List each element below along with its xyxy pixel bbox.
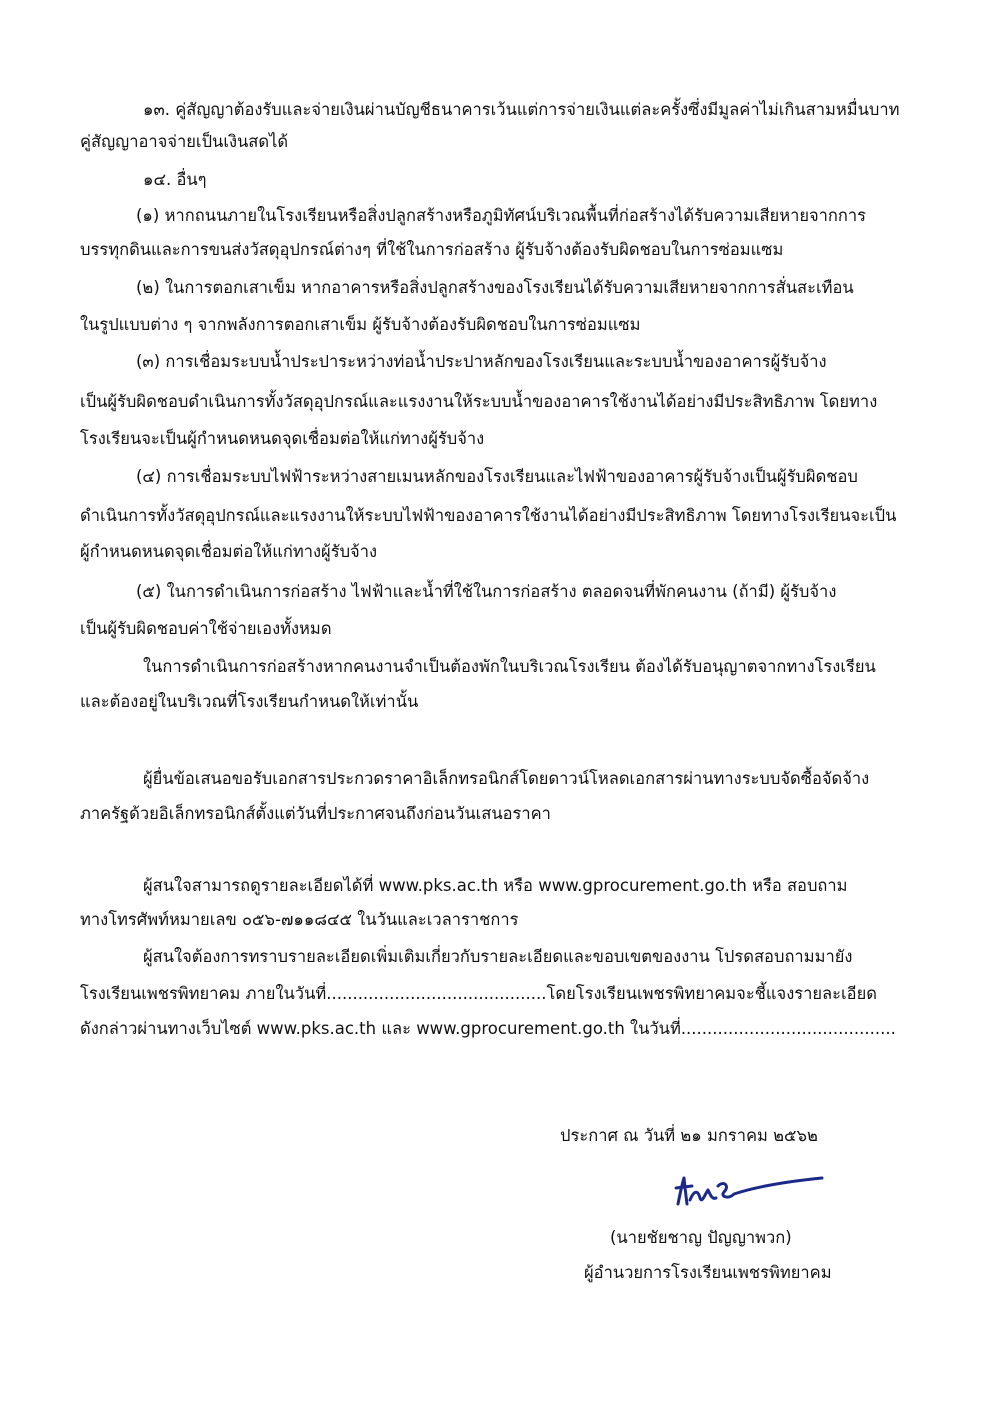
clause-14-heading: ๑๔. อื่นๆ [143, 170, 207, 189]
clause-14-item-2-line-1: (๒) ในการตอกเสาเข็ม หากอาคารหรือสิ่งปลูกสร้างของโรงเรียนได้รับความเสียหายจากการสั่นสะเทือน [136, 278, 854, 297]
inquiry-para-line-2: โรงเรียนเพชรพิทยาคม ภายในวันที่..........................................โดยโรงเรียนเพชรพิทยาคมจะชี้แจงรายละเอียด [80, 984, 877, 1003]
signatory-title: ผู้อำนวยการโรงเรียนเพชรพิทยาคม [584, 1263, 832, 1282]
announcement-date: ประกาศ ณ วันที่ ๒๑ มกราคม ๒๕๖๒ [560, 1126, 818, 1145]
clause-14-item-5-line-2: เป็นผู้รับผิดชอบค่าใช้จ่ายเองทั้งหมด [80, 619, 332, 638]
clause-14-item-3-line-2: เป็นผู้รับผิดชอบดำเนินการทั้งวัสดุอุปกรณ์และแรงงานให้ระบบน้ำของอาคารใช้งานได้อย่างมีประสิทธิภาพ โดยทาง [80, 392, 878, 411]
clause-14-item-5-line-1: (๕) ในการดำเนินการก่อสร้าง ไฟฟ้าและน้ำที่ใช้ในการก่อสร้าง ตลอดจนที่พักคนงาน (ถ้ามี) ผู้รับจ้าง [136, 582, 837, 601]
inquiry-para-line-3: ดังกล่าวผ่านทางเว็บไซต์ www.pks.ac.th และ www.gprocurement.go.th ในวันที่......................................... [80, 1019, 896, 1038]
contact-para-line-2: ทางโทรศัพท์หมายเลข ๐๕๖-๗๑๑๘๔๕ ในวันและเวลาราชการ [80, 910, 519, 929]
signature-image [672, 1164, 832, 1214]
clause-14-item-4-line-3: ผู้กำหนดหนดจุดเชื่อมต่อให้แก่ทางผู้รับจ้าง [80, 542, 378, 561]
clause-14-item-3-line-3: โรงเรียนจะเป็นผู้กำหนดหนดจุดเชื่อมต่อให้แก่ทางผู้รับจ้าง [80, 429, 485, 448]
clause-14-item-2-line-2: ในรูปแบบต่าง ๆ จากพลังการตอกเสาเข็ม ผู้รับจ้างต้องรับผิดชอบในการซ่อมแซม [80, 315, 641, 334]
documents-para-line-2: ภาครัฐด้วยอิเล็กทรอนิกส์ตั้งแต่วันที่ประกาศจนถึงก่อนวันเสนอราคา [80, 804, 551, 823]
clause-14-item-4-line-2: ดำเนินการทั้งวัสดุอุปกรณ์และแรงงานให้ระบบไฟฟ้าของอาคารใช้งานได้อย่างมีประสิทธิภาพ โดยทางโรงเรียนจะเป็น [80, 506, 897, 525]
clause-14-item-4-line-1: (๔) การเชื่อมระบบไฟฟ้าระหว่างสายเมนหลักของโรงเรียนและไฟฟ้าของอาคารผู้รับจ้างเป็นผู้รับผิดชอบ [136, 467, 858, 486]
clause-13-line-2: คู่สัญญาอาจจ่ายเป็นเงินสดได้ [80, 132, 289, 151]
clause-14-item-1-line-1: (๑) หากถนนภายในโรงเรียนหรือสิ่งปลูกสร้างหรือภูมิทัศน์บริเวณพื้นที่ก่อสร้างได้รับความเสียหายจากการ [136, 206, 867, 225]
clause-14-item-3-line-1: (๓) การเชื่อมระบบน้ำประปาระหว่างท่อน้ำประปาหลักของโรงเรียนและระบบน้ำของอาคารผู้รับจ้าง [136, 352, 827, 371]
clause-14-item-1-line-2: บรรทุกดินและการขนส่งวัสดุอุปกรณ์ต่างๆ ที่ใช้ในการก่อสร้าง ผู้รับจ้างต้องรับผิดชอบในการซ่อมแซม [80, 240, 784, 259]
contact-para-line-1: ผู้สนใจสามารถดูรายละเอียดได้ที่ www.pks.ac.th หรือ www.gprocurement.go.th หรือ สอบถาม [143, 876, 848, 895]
inquiry-para-line-1: ผู้สนใจต้องการทราบรายละเอียดเพิ่มเติมเกี่ยวกับรายละเอียดและขอบเขตของงาน โปรดสอบถามมายัง [143, 947, 853, 966]
clause-13-line-1: ๑๓. คู่สัญญาต้องรับและจ่ายเงินผ่านบัญชีธนาคารเว้นแต่การจ่ายเงินแต่ละครั้งซึ่งมีมูลค่าไม่เกินสามหมื่นบาท [143, 100, 900, 119]
clause-14-note-line-1: ในการดำเนินการก่อสร้างหากคนงานจำเป็นต้องพักในบริเวณโรงเรียน ต้องได้รับอนุญาตจากทางโรงเรียน [143, 657, 876, 676]
documents-para-line-1: ผู้ยื่นข้อเสนอขอรับเอกสารประกวดราคาอิเล็กทรอนิกส์โดยดาวน์โหลดเอกสารผ่านทางระบบจัดซื้อจัดจ้าง [143, 769, 870, 788]
signatory-name: (นายชัยชาญ ปัญญาพวก) [610, 1228, 792, 1247]
clause-14-note-line-2: และต้องอยู่ในบริเวณที่โรงเรียนกำหนดให้เท่านั้น [80, 692, 419, 711]
